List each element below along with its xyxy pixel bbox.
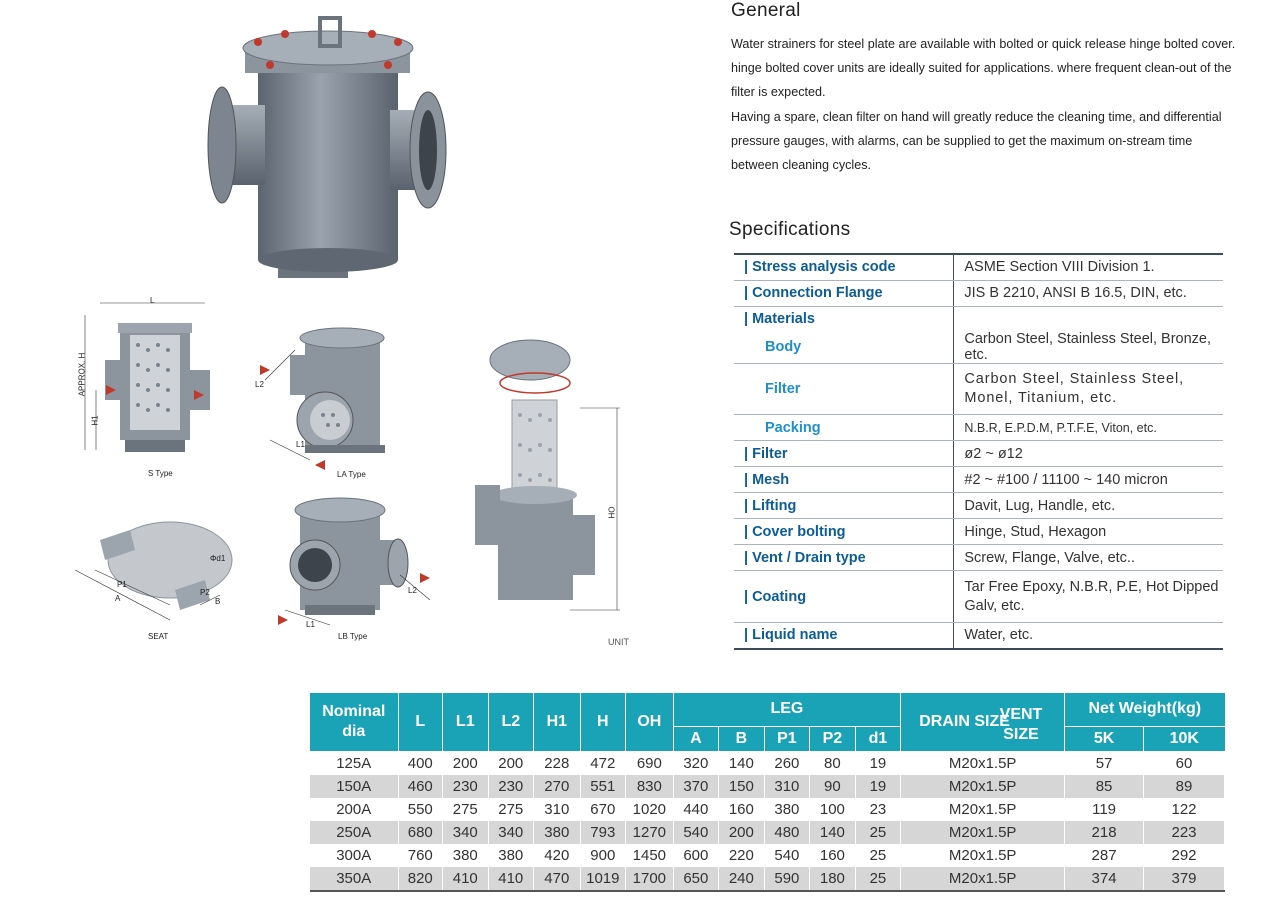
table-cell: 260 <box>764 751 810 775</box>
table-cell: 119 <box>1065 798 1144 821</box>
header-net-weight: Net Weight(kg) <box>1065 693 1225 726</box>
table-cell: 180 <box>810 867 856 891</box>
table-cell: 410 <box>443 867 489 891</box>
spec-key: | Materials <box>734 306 954 331</box>
spec-row <box>734 364 1223 415</box>
label-L: L <box>150 296 155 305</box>
header-5k: 5K <box>1065 726 1144 751</box>
header-L2: L2 <box>488 693 534 751</box>
lb-type-caption: LB Type <box>338 632 368 641</box>
table-cell: 900 <box>580 844 626 867</box>
table-cell: 1019 <box>580 867 626 891</box>
table-cell: 400 <box>398 751 443 775</box>
label-l1: L1 <box>296 440 305 449</box>
table-cell: 590 <box>764 867 810 891</box>
spec-value: ø2 ~ ø12 <box>954 441 1223 467</box>
table-cell: 670 <box>580 798 626 821</box>
label-p2: P2 <box>200 588 210 597</box>
table-cell: 420 <box>534 844 581 867</box>
table-cell: M20x1.5P <box>901 867 1065 891</box>
table-cell: 440 <box>673 798 719 821</box>
table-cell: 650 <box>673 867 719 891</box>
table-cell: 350A <box>310 867 398 891</box>
header-A: A <box>673 726 719 751</box>
table-cell: M20x1.5P <box>901 775 1065 798</box>
table-cell: 90 <box>810 775 856 798</box>
table-cell: 287 <box>1065 844 1144 867</box>
table-cell: M20x1.5P <box>901 844 1065 867</box>
table-cell: 300A <box>310 844 398 867</box>
spec-value: Hinge, Stud, Hexagon <box>954 519 1223 545</box>
s-type-caption: S Type <box>148 469 173 478</box>
table-cell: 150A <box>310 775 398 798</box>
spec-row <box>734 519 1223 545</box>
label-p1: P1 <box>117 580 127 589</box>
table-cell: 270 <box>534 775 581 798</box>
table-cell: 380 <box>443 844 489 867</box>
table-cell: 410 <box>488 867 534 891</box>
table-cell: 160 <box>810 844 856 867</box>
table-cell: 540 <box>764 844 810 867</box>
spec-row <box>734 493 1223 519</box>
spec-row <box>734 571 1223 623</box>
spec-value: Davit, Lug, Handle, etc. <box>954 493 1223 519</box>
label-b: B <box>215 597 221 606</box>
table-cell: 19 <box>855 751 901 775</box>
header-vent-size: VENT SIZE <box>999 706 1043 743</box>
table-cell: 140 <box>810 821 856 844</box>
table-cell: M20x1.5P <box>901 751 1065 775</box>
table-cell: 1270 <box>626 821 674 844</box>
spec-row <box>734 441 1223 467</box>
table-cell: 25 <box>855 867 901 891</box>
spec-value: ASME Section VIII Division 1. <box>954 254 1223 280</box>
header-d1: d1 <box>855 726 901 751</box>
table-cell: 218 <box>1065 821 1144 844</box>
header-nominal-dia: Nominal dia <box>310 693 398 751</box>
table-cell: 220 <box>719 844 765 867</box>
table-row <box>310 867 1225 891</box>
la-type-diagram <box>255 320 405 470</box>
spec-key: | Filter <box>734 441 954 467</box>
label-d1: Φd1 <box>210 554 226 563</box>
general-paragraph-2: Having a spare, clean filter on hand will greatly reduce the cleaning time, and differential pressure gauges, with alarms, can be supplied to get the maximum on-stream time between cleaning cycles. <box>731 109 1222 173</box>
spec-key: Filter <box>734 364 954 415</box>
spec-row <box>734 254 1223 280</box>
seat-diagram <box>70 515 240 625</box>
table-cell: 379 <box>1144 867 1225 891</box>
general-body <box>731 32 1241 177</box>
table-row <box>310 798 1225 821</box>
table-cell: 680 <box>398 821 443 844</box>
spec-value: Carbon Steel, Stainless Steel, Monel, Titanium, etc. <box>954 364 1223 415</box>
label-l2: L2 <box>255 380 264 389</box>
spec-value: #2 ~ #100 / 11100 ~ 140 micron <box>954 467 1223 493</box>
table-row <box>310 844 1225 867</box>
label-lb-l2: L2 <box>408 586 417 595</box>
label-lb-l1: L1 <box>306 620 315 629</box>
table-cell: 310 <box>764 775 810 798</box>
table-cell: 370 <box>673 775 719 798</box>
table-cell: 540 <box>673 821 719 844</box>
spec-row <box>734 331 1223 364</box>
table-row <box>310 775 1225 798</box>
spec-key: | Stress analysis code <box>734 254 954 280</box>
dimensions-body <box>310 751 1225 891</box>
table-cell: 85 <box>1065 775 1144 798</box>
table-cell: 80 <box>810 751 856 775</box>
table-cell: 830 <box>626 775 674 798</box>
table-cell: 250A <box>310 821 398 844</box>
table-cell: 240 <box>719 867 765 891</box>
table-cell: 340 <box>443 821 489 844</box>
table-cell: 292 <box>1144 844 1225 867</box>
table-cell: 200 <box>443 751 489 775</box>
lb-type-diagram <box>270 495 435 630</box>
header-OH: OH <box>626 693 674 751</box>
table-cell: 60 <box>1144 751 1225 775</box>
table-cell: 200 <box>488 751 534 775</box>
header-drain-size: DRAIN SIZE <box>901 693 1065 751</box>
la-type-caption: LA Type <box>337 470 366 479</box>
label-h1: H1 <box>90 415 100 426</box>
table-cell: 550 <box>398 798 443 821</box>
spec-value: Tar Free Epoxy, N.B.R, P.E, Hot Dipped Galv, etc. <box>954 571 1223 623</box>
table-cell: 1700 <box>626 867 674 891</box>
spec-row <box>734 545 1223 571</box>
dimensions-table <box>310 693 1225 892</box>
header-L1: L1 <box>443 693 489 751</box>
spec-key: | Liquid name <box>734 623 954 649</box>
table-cell: 275 <box>443 798 489 821</box>
specifications-table <box>734 253 1223 650</box>
spec-key: | Lifting <box>734 493 954 519</box>
spec-value: N.B.R, E.P.D.M, P.T.F.E, Viton, etc. <box>954 415 1223 441</box>
spec-key: Packing <box>734 415 954 441</box>
table-cell: M20x1.5P <box>901 821 1065 844</box>
table-cell: 760 <box>398 844 443 867</box>
spec-row <box>734 623 1223 649</box>
table-cell: 470 <box>534 867 581 891</box>
table-cell: 89 <box>1144 775 1225 798</box>
header-H1: H1 <box>534 693 581 751</box>
general-paragraph-1: Water strainers for steel plate are available with bolted or quick release hinge bolted cover. hinge bolted cover units are ideally suited for applications. where frequent clean-out of the filter is expected. <box>731 37 1236 100</box>
exploded-view-diagram <box>470 335 635 615</box>
table-row <box>310 821 1225 844</box>
table-cell: 793 <box>580 821 626 844</box>
table-cell: 57 <box>1065 751 1144 775</box>
spec-key: | Coating <box>734 571 954 623</box>
unit-caption: UNIT <box>608 637 629 647</box>
header-P1: P1 <box>764 726 810 751</box>
spec-key: | Cover bolting <box>734 519 954 545</box>
table-cell: 140 <box>719 751 765 775</box>
label-a: A <box>115 594 121 603</box>
table-cell: 19 <box>855 775 901 798</box>
spec-key: | Vent / Drain type <box>734 545 954 571</box>
seat-caption: SEAT <box>148 632 169 641</box>
table-cell: 125A <box>310 751 398 775</box>
table-cell: 23 <box>855 798 901 821</box>
table-cell: 1020 <box>626 798 674 821</box>
spec-value: JIS B 2210, ANSI B 16.5, DIN, etc. <box>954 280 1223 306</box>
spec-row <box>734 415 1223 441</box>
table-cell: 380 <box>488 844 534 867</box>
specifications-title: Specifications <box>729 219 851 240</box>
table-cell: M20x1.5P <box>901 798 1065 821</box>
table-cell: 200 <box>719 821 765 844</box>
table-cell: 150 <box>719 775 765 798</box>
spec-key: | Mesh <box>734 467 954 493</box>
spec-row <box>734 467 1223 493</box>
table-cell: 25 <box>855 821 901 844</box>
header-L: L <box>398 693 443 751</box>
table-cell: 1450 <box>626 844 674 867</box>
table-cell: 340 <box>488 821 534 844</box>
table-cell: 600 <box>673 844 719 867</box>
header-H: H <box>580 693 626 751</box>
spec-key: Body <box>734 331 954 364</box>
spec-key: | Connection Flange <box>734 280 954 306</box>
header-P2: P2 <box>810 726 856 751</box>
spec-row <box>734 306 1223 331</box>
table-cell: 380 <box>764 798 810 821</box>
table-cell: 200A <box>310 798 398 821</box>
header-leg: LEG <box>673 693 901 726</box>
table-cell: 223 <box>1144 821 1225 844</box>
table-cell: 100 <box>810 798 856 821</box>
spec-value <box>954 306 1223 331</box>
table-cell: 230 <box>443 775 489 798</box>
table-cell: 160 <box>719 798 765 821</box>
spec-value: Carbon Steel, Stainless Steel, Bronze, etc. <box>954 331 1223 364</box>
table-cell: 228 <box>534 751 581 775</box>
table-cell: 374 <box>1065 867 1144 891</box>
strainer-main-image <box>200 10 460 285</box>
general-title: General <box>731 0 801 21</box>
table-row <box>310 751 1225 775</box>
table-cell: 472 <box>580 751 626 775</box>
table-cell: 820 <box>398 867 443 891</box>
table-cell: 551 <box>580 775 626 798</box>
table-cell: 310 <box>534 798 581 821</box>
header-B: B <box>719 726 765 751</box>
s-type-diagram <box>70 295 230 465</box>
table-cell: 275 <box>488 798 534 821</box>
table-cell: 230 <box>488 775 534 798</box>
table-cell: 690 <box>626 751 674 775</box>
table-cell: 380 <box>534 821 581 844</box>
table-cell: 320 <box>673 751 719 775</box>
spec-row <box>734 280 1223 306</box>
table-cell: 25 <box>855 844 901 867</box>
table-cell: 122 <box>1144 798 1225 821</box>
table-cell: 460 <box>398 775 443 798</box>
table-cell: 480 <box>764 821 810 844</box>
spec-value: Water, etc. <box>954 623 1223 649</box>
spec-value: Screw, Flange, Valve, etc.. <box>954 545 1223 571</box>
label-approx-h: APPROX. H <box>77 352 87 397</box>
label-oh: OH <box>606 506 616 519</box>
header-10k: 10K <box>1144 726 1225 751</box>
